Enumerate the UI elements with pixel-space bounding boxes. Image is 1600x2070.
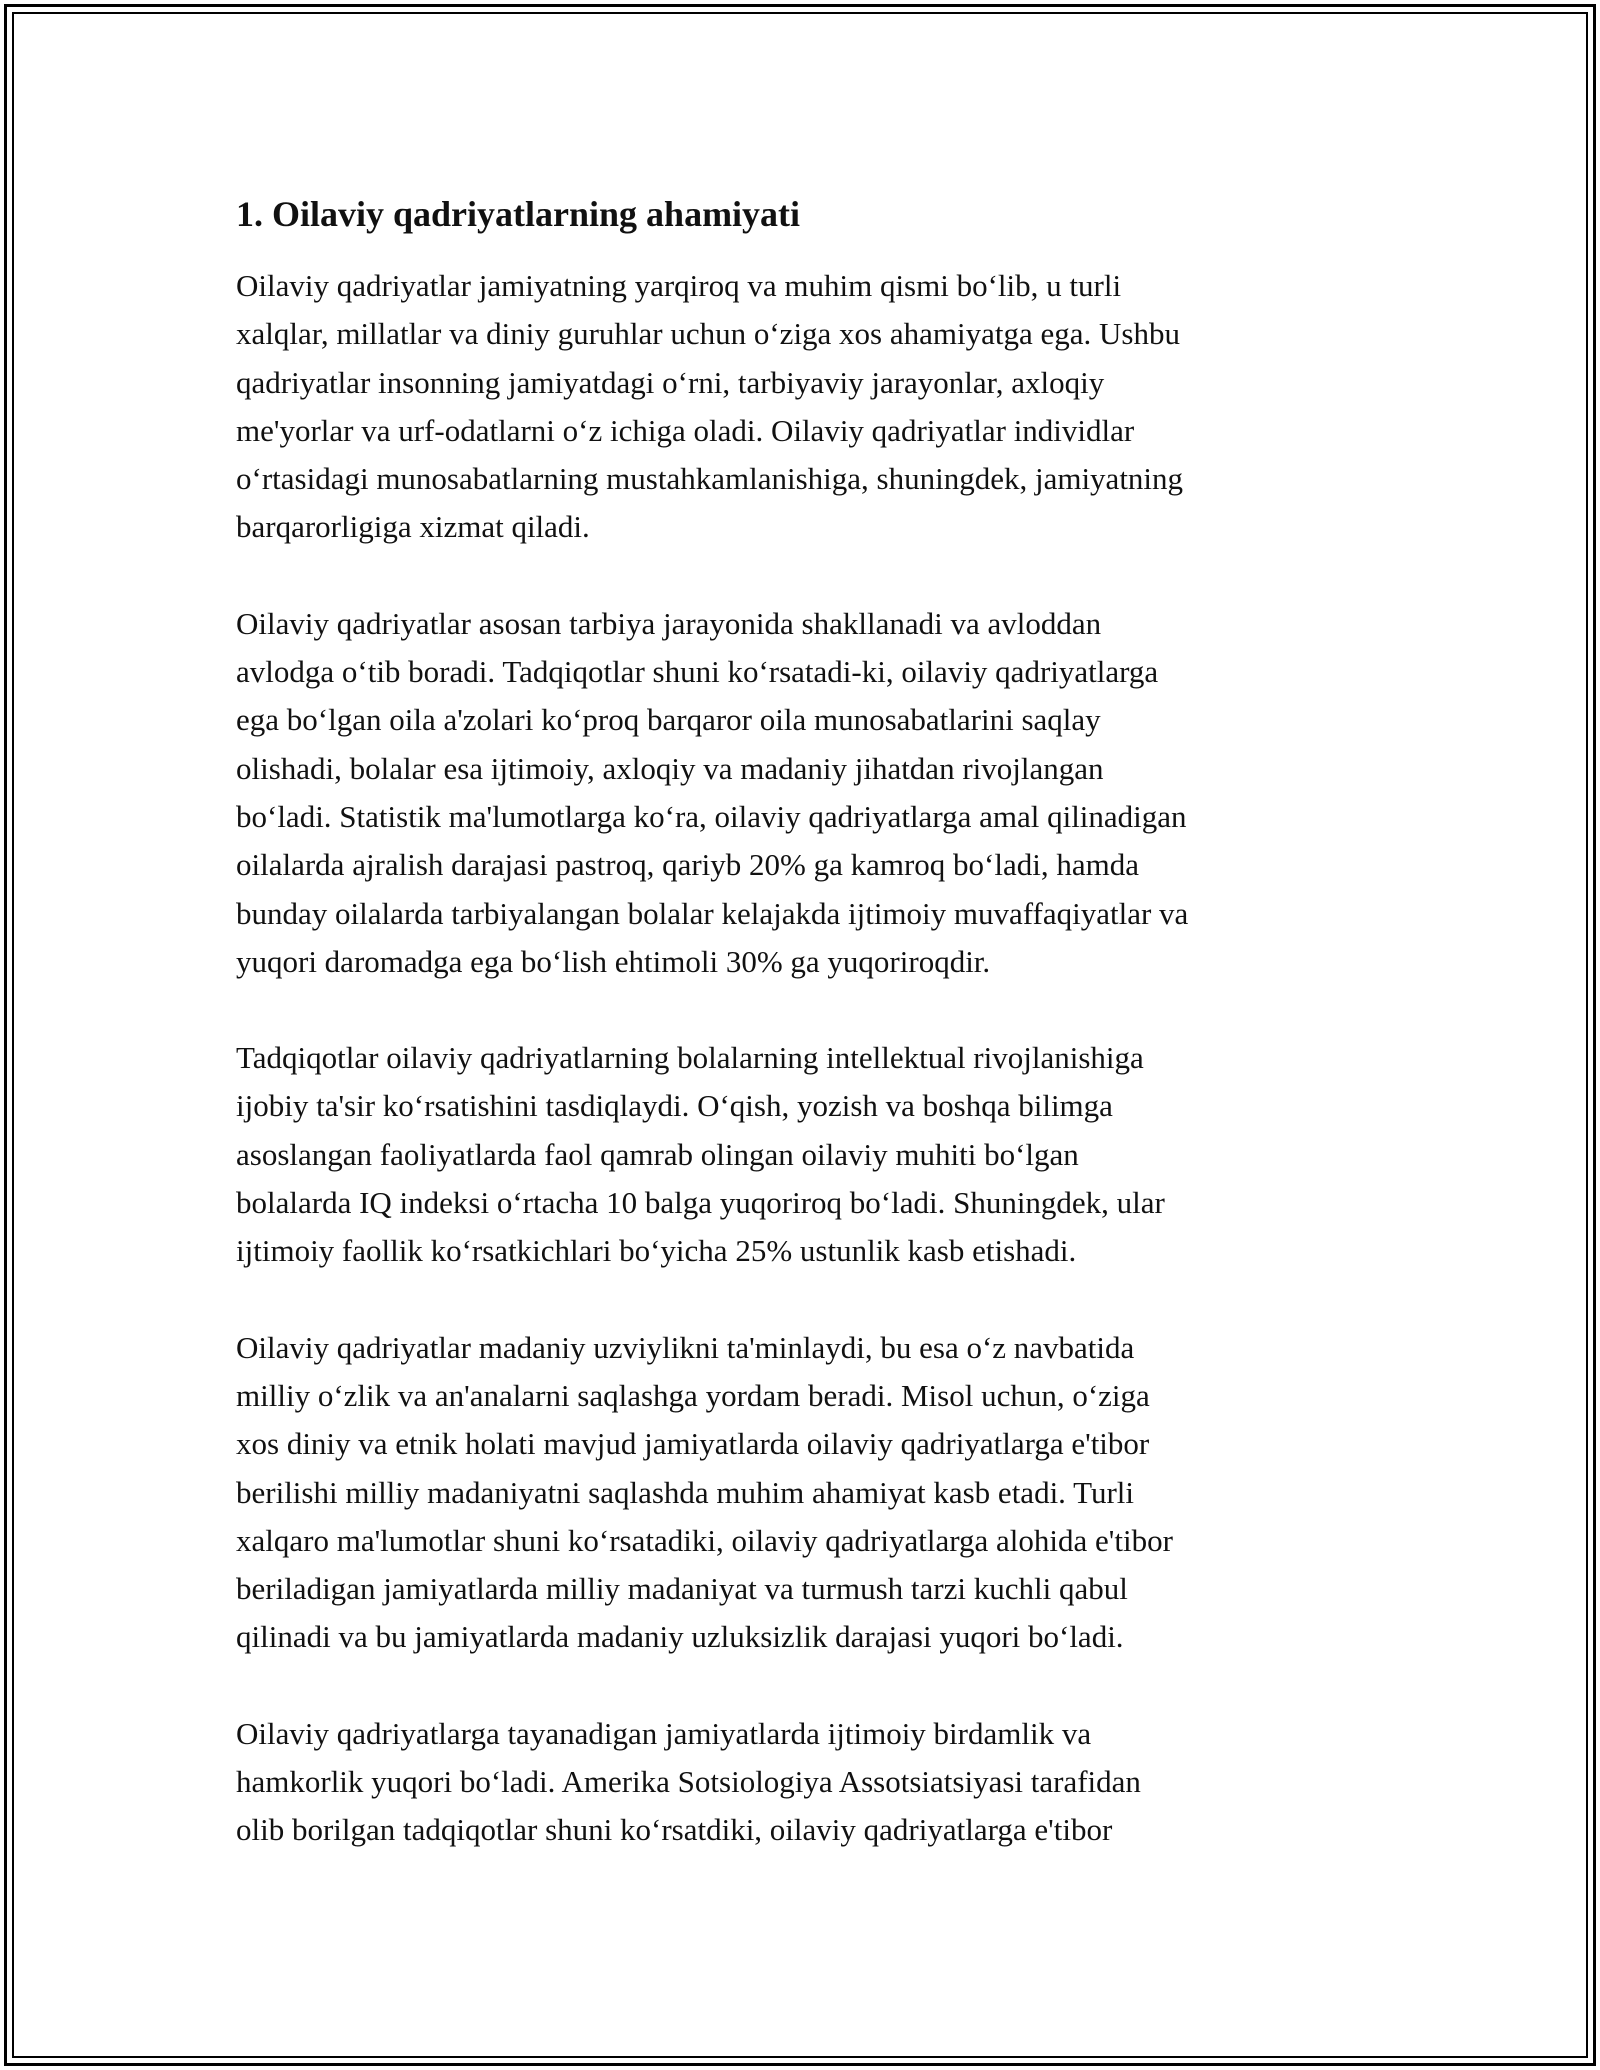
text-line: xalqaro ma'lumotlar shuni ko‘rsatadiki, oilaviy qadriyatlarga alohida e'tibor	[236, 1522, 1173, 1558]
text-line: Oilaviy qadriyatlarga tayanadigan jamiyatlarda ijtimoiy birdamlik va	[236, 1715, 1092, 1751]
text-line: yuqori daromadga ega bo‘lish ehtimoli 30% ga yuqoriroqdir.	[236, 943, 991, 979]
text-line: asoslangan faoliyatlarda faol qamrab olingan oilaviy muhiti bo‘lgan	[236, 1136, 1079, 1172]
text-line: ega bo‘lgan oila a'zolari ko‘proq barqaror oila munosabatlarini saqlay	[236, 702, 1101, 738]
text-line: me'yorlar va urf-odatlarni o‘z ichiga oladi. Oilaviy qadriyatlar individlar	[236, 412, 1135, 448]
document-body	[236, 186, 1376, 1903]
text-line: bo‘ladi. Statistik ma'lumotlarga ko‘ra, oilaviy qadriyatlarga amal qilinadigan	[236, 798, 1187, 834]
paragraph-list	[236, 262, 1376, 1855]
text-line: milliy o‘zlik va an'analarni saqlashga yordam beradi. Misol uchun, o‘ziga	[236, 1377, 1150, 1413]
paragraph-5	[236, 1710, 1376, 1855]
text-line: xos diniy va etnik holati mavjud jamiyatlarda oilaviy qadriyatlarga e'tibor	[236, 1426, 1150, 1462]
text-line: beriladigan jamiyatlarda milliy madaniyat va turmush tarzi kuchli qabul	[236, 1571, 1128, 1607]
paragraph-4	[236, 1324, 1376, 1662]
paragraph-1	[236, 262, 1376, 552]
text-line: Oilaviy qadriyatlar asosan tarbiya jarayonida shakllanadi va avloddan	[236, 605, 1102, 641]
paragraph-3	[236, 1034, 1376, 1275]
text-line: barqarorligiga xizmat qiladi.	[236, 509, 590, 545]
text-line: bolalarda IQ indeksi o‘rtacha 10 balga yuqoriroq bo‘ladi. Shuningdek, ular	[236, 1185, 1165, 1221]
text-line: olishadi, bolalar esa ijtimoiy, axloqiy va madaniy jihatdan rivojlangan	[236, 750, 1104, 786]
text-line: avlodga o‘tib boradi. Tadqiqotlar shuni ko‘rsatadi-ki, oilaviy qadriyatlarga	[236, 654, 1159, 690]
text-line: hamkorlik yuqori bo‘ladi. Amerika Sotsiologiya Assotsiatsiyasi tarafidan	[236, 1764, 1141, 1800]
text-line: Tadqiqotlar oilaviy qadriyatlarning bolalarning intellektual rivojlanishiga	[236, 1040, 1144, 1076]
text-line: bunday oilalarda tarbiyalangan bolalar kelajakda ijtimoiy muvaffaqiyatlar va	[236, 895, 1189, 931]
text-line: berilishi milliy madaniyatni saqlashda muhim ahamiyat kasb etadi. Turli	[236, 1474, 1135, 1510]
text-line: ijobiy ta'sir ko‘rsatishini tasdiqlaydi. O‘qish, yozish va boshqa bilimga	[236, 1088, 1113, 1124]
text-line: qilinadi va bu jamiyatlarda madaniy uzluksizlik darajasi yuqori bo‘ladi.	[236, 1619, 1124, 1655]
text-line: Oilaviy qadriyatlar madaniy uzviylikni ta'minlaydi, bu esa o‘z navbatida	[236, 1329, 1135, 1365]
text-line: qadriyatlar insonning jamiyatdagi o‘rni, tarbiyaviy jarayonlar, axloqiy	[236, 364, 1105, 400]
text-line: olib borilgan tadqiqotlar shuni ko‘rsatdiki, oilaviy qadriyatlarga e'tibor	[236, 1812, 1113, 1848]
text-line: xalqlar, millatlar va diniy guruhlar uchun o‘ziga xos ahamiyatga ega. Ushbu	[236, 316, 1180, 352]
paragraph-2	[236, 600, 1376, 986]
text-line: oilalarda ajralish darajasi pastroq, qariyb 20% ga kamroq bo‘ladi, hamda	[236, 847, 1139, 883]
text-line: ijtimoiy faollik ko‘rsatkichlari bo‘yicha 25% ustunlik kasb etishadi.	[236, 1233, 1077, 1269]
text-line: o‘rtasidagi munosabatlarning mustahkamlanishiga, shuningdek, jamiyatning	[236, 461, 1184, 497]
section-heading: 1. Oilaviy qadriyatlarning ahamiyati	[236, 194, 801, 234]
text-line: Oilaviy qadriyatlar jamiyatning yarqiroq va muhim qismi bo‘lib, u turli	[236, 268, 1122, 303]
